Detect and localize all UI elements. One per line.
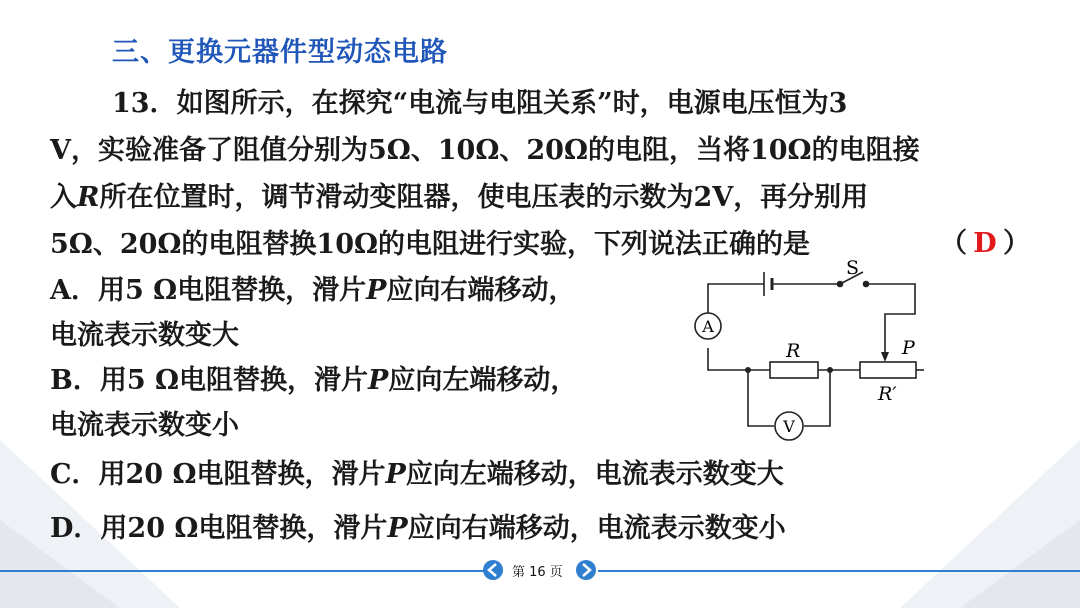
option-c: C．用20 Ω电阻替换，滑片P应向左端移动，电流表示数变大 — [50, 459, 784, 490]
option-d: D．用20 Ω电阻替换，滑片P应向右端移动，电流表示数变小 — [50, 513, 786, 544]
svg-text:V: V — [783, 417, 795, 436]
variable-r: R — [77, 182, 100, 213]
svg-text:S: S — [846, 257, 860, 279]
circuit-diagram — [680, 254, 930, 444]
answer-letter: D — [973, 228, 997, 259]
slider-arrow-icon — [881, 352, 889, 362]
question-line-1: 13．如图所示，在探究“电流与电阻关系”时，电源电压恒为3 — [112, 88, 848, 119]
question-line-4: 5Ω、20Ω的电阻替换10Ω的电阻进行实验，下列说法正确的是 — [50, 229, 811, 260]
question-paragraph — [50, 80, 1040, 268]
svg-text:A: A — [702, 317, 714, 336]
arrow-left-icon — [483, 560, 503, 580]
option-b: B．用5 Ω电阻替换，滑片P应向左端移动， — [50, 365, 578, 396]
section-title: 三、更换元器件型动态电路 — [112, 37, 448, 68]
question-line-2: V，实验准备了阻值分别为5Ω、10Ω、20Ω的电阻，当将10Ω的电阻接 — [50, 135, 920, 166]
answer-bracket: （ D ） — [940, 228, 1030, 259]
option-a: A．用5 Ω电阻替换，滑片P应向右端移动， — [50, 275, 576, 306]
option-b-line2: 电流表示数变小 — [50, 410, 239, 441]
footer-divider-right — [598, 570, 1080, 572]
page-number: 第 16 页 — [512, 565, 563, 580]
svg-text:R′: R′ — [878, 383, 897, 405]
footer-divider-left — [0, 570, 488, 572]
prev-page-button[interactable] — [483, 560, 503, 580]
svg-text:P: P — [902, 337, 915, 359]
question-line-3: 入R所在位置时，调节滑动变阻器，使电压表的示数为2V，再分别用 — [50, 182, 869, 213]
next-page-button[interactable] — [576, 560, 596, 580]
arrow-right-icon — [576, 560, 596, 580]
svg-text:R: R — [786, 340, 801, 362]
option-a-line2: 电流表示数变大 — [50, 320, 239, 351]
